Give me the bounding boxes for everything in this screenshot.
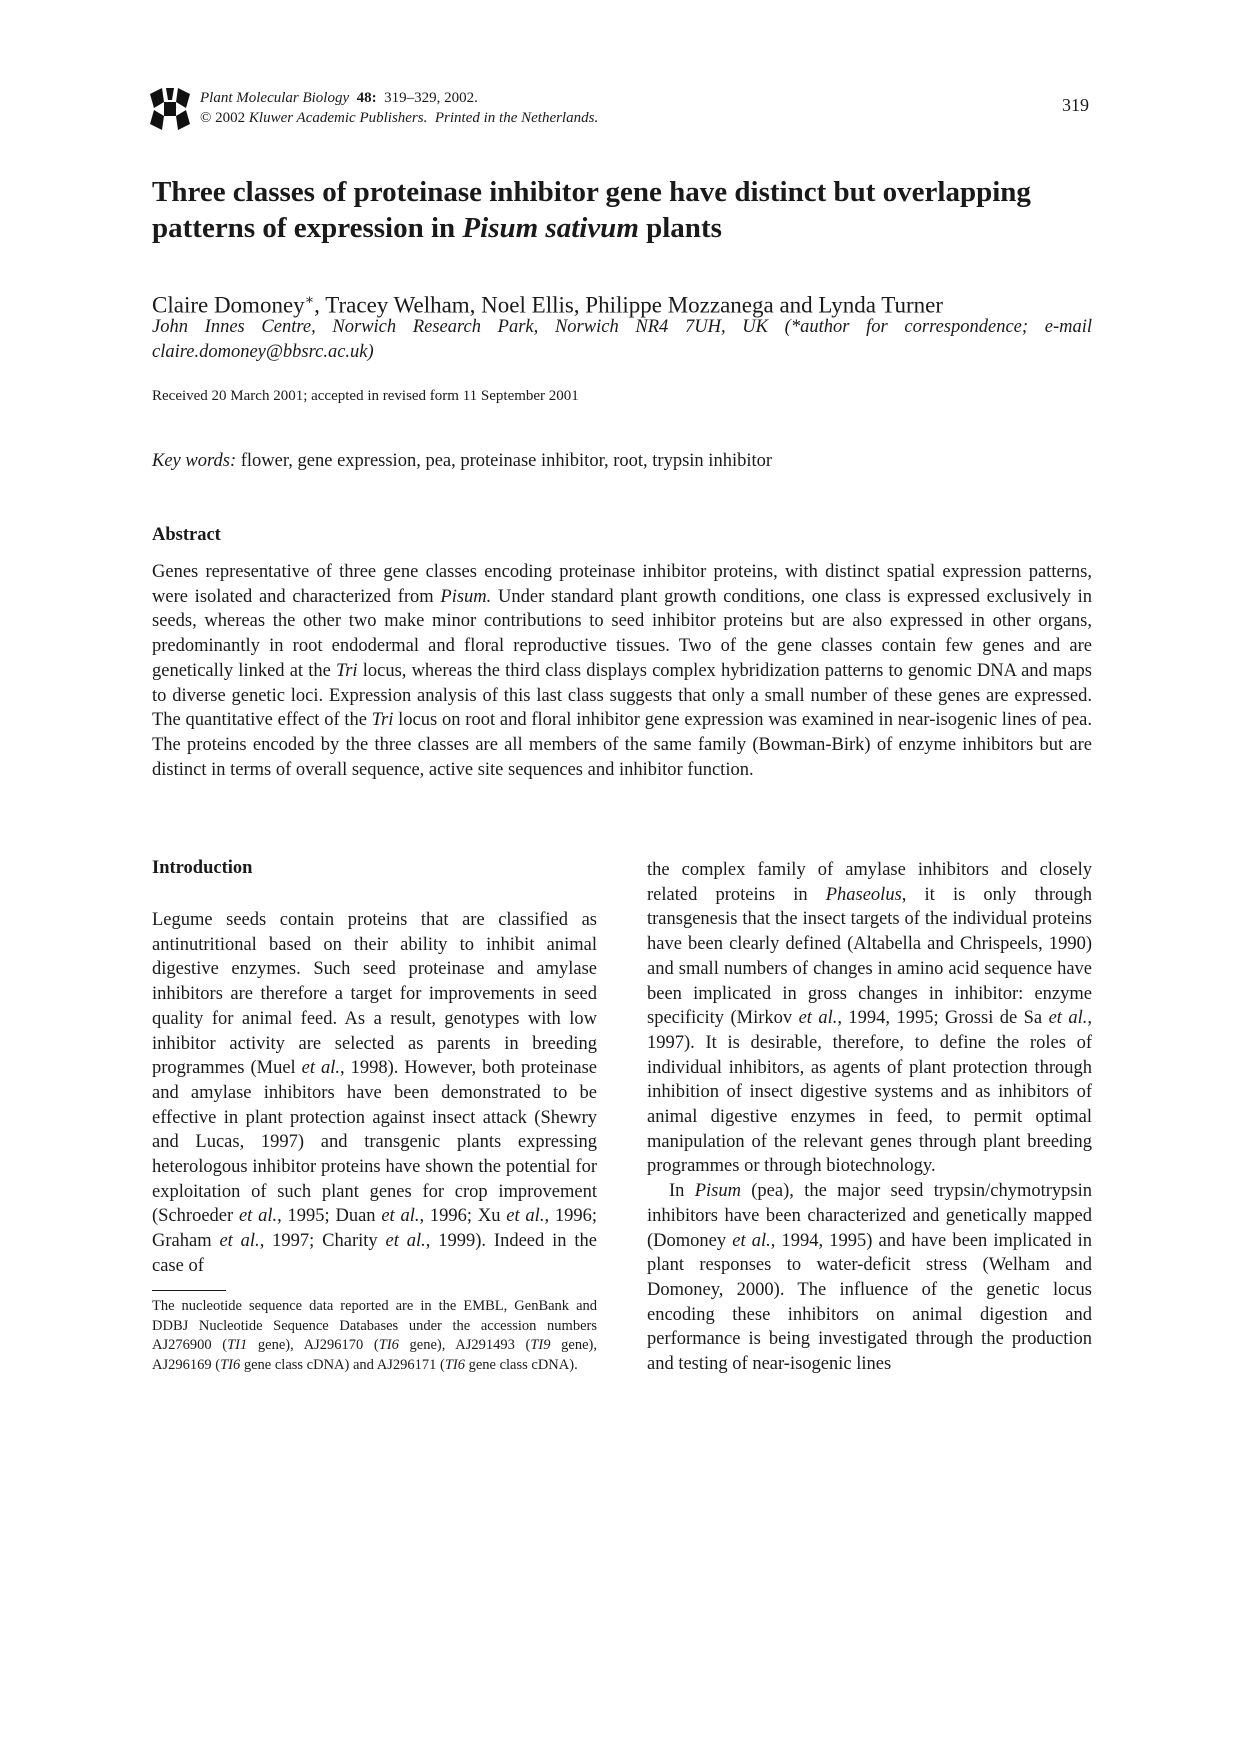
intro-text: , 1995; Duan (277, 1206, 382, 1227)
et-al: et al. (732, 1230, 771, 1251)
page-number: 319 (1062, 95, 1089, 115)
title-species: Pisum sativum (462, 212, 639, 244)
abstract-part: Genes representative of three gene classes encoding proteinase inhibitor proteins, with distinct spatial expression patterns, were isolated and characterized from (152, 562, 1092, 607)
intro-text: , it is only through transgenesis that the insect targets of the individual proteins have been clearly defined (Altabella and Chrispeels, 1990) and small numbers of changes in amino acid sequence have been implicated in gross changes in inhibitor: enzyme specificity (Mirkov (647, 884, 1092, 1029)
et-al: et al. (301, 1058, 341, 1079)
intro-text: , 1997; Charity (259, 1231, 386, 1252)
abstract-part: Under standard plant growth conditions, one class is expressed exclusively in seeds, whereas the other two make minor contributions to seed inhibitor proteins but are also expressed in other organs, predominantly in root endodermal and floral reproductive tissues. Two of the gene classes contain few genes and are genetically linked at the (152, 586, 1092, 681)
et-al: et al. (238, 1206, 278, 1227)
intro-text: , 1998). However, both proteinase and amylase inhibitors have been demonstrated to be effective in plant protection against insect attack (Shewry and Lucas, 1997) and transgenic plants expressing heterologous inhibitor proteins have shown the potential for exploitation of such plant genes for crop improvement (Schroeder (152, 1058, 597, 1227)
journal-pages: 319–329, 2002. (384, 90, 478, 106)
journal-volume: 48: (356, 90, 377, 106)
intro-paragraph-1-continued (647, 858, 1092, 1179)
received-dates: Received 20 March 2001; accepted in revised form 11 September 2001 (152, 388, 579, 404)
intro-text: , 1994, 1995) and have been implicated in plant responses to water-deficit stress (Welham and Domoney, 2000). The influence of the genetic locus encoding these inhibitors on animal digestion and performance is being investigated through the production and testing of near-isogenic lines (647, 1230, 1092, 1375)
affiliation: John Innes Centre, Norwich Research Park, Norwich NR4 7UH, UK (*author for correspondence; e-mail claire.domoney@bbsrc.ac.uk) (152, 317, 1092, 362)
gene-name: TI6 (444, 1356, 465, 1373)
et-al: et al. (219, 1231, 260, 1252)
genus-phaseolus: Phaseolus (825, 884, 902, 905)
journal-line-2 (200, 108, 598, 128)
abstract-part: locus, whereas the third class displays complex hybridization patterns to genomic DNA and maps to diverse genetic loci. Expression analysis of this last class suggests that only a small number of these genes are expressed. The quantitative effect of the (152, 660, 1092, 731)
abstract-tri-locus: Tri (371, 710, 394, 731)
introduction-heading: Introduction (152, 858, 253, 878)
footnote-rule (152, 1290, 226, 1291)
gene-name: TI1 (227, 1337, 248, 1353)
correspondence-star: ∗ (304, 293, 315, 308)
copyright-year: 2002 (215, 110, 246, 126)
intro-text: , 1996; Xu (419, 1206, 507, 1227)
gene-name: TI6 (220, 1356, 241, 1373)
footnote-text: gene), AJ296170 ( (247, 1337, 379, 1353)
et-al: et al. (381, 1206, 420, 1227)
abstract-text (152, 560, 1092, 782)
intro-text: Legume seeds contain proteins that are classified as antinutritional based on their ability to inhibit animal digestive enzymes. Such seed proteinase and amylase inhibitors are therefore a target for improvements in seed quality for animal feed. As a result, genotypes with low inhibitor activity are selected as parents in breeding programmes (Muel (152, 910, 597, 1079)
keywords-label: Key words: (152, 451, 237, 471)
et-al: et al. (798, 1008, 838, 1029)
article-title (152, 174, 1102, 246)
journal-citation (200, 88, 598, 128)
intro-text: , 1994, 1995; Grossi de Sa (837, 1008, 1049, 1029)
intro-text: (pea), the major seed trypsin/chymotrypsin inhibitors have been characterized and genetically mapped (Domoney (647, 1181, 1092, 1251)
intro-text: , 1999). Indeed in the case of (152, 1231, 597, 1276)
title-text-1: Three classes of proteinase inhibitor gene have distinct but overlapping patterns of expression in (152, 176, 1031, 244)
genus-pisum: Pisum (694, 1181, 741, 1202)
footnote-accession-numbers (152, 1297, 597, 1375)
keywords (152, 451, 772, 472)
abstract-part: locus on root and floral inhibitor gene expression was examined in near-isogenic lines of pea. The proteins encoded by the three classes are all members of the same family (Bowman-Birk) of enzyme inhibitors but are distinct in terms of overall sequence, active site sequences and inhibitor function. (152, 710, 1092, 780)
intro-text: the complex family of amylase inhibitors and closely related proteins in (647, 860, 1092, 905)
journal-name: Plant Molecular Biology (200, 90, 350, 106)
intro-paragraph-1 (152, 908, 597, 1279)
introduction-right-column (647, 858, 1092, 1377)
keywords-text: flower, gene expression, pea, proteinase inhibitor, root, trypsin inhibitor (236, 451, 773, 471)
author-first: Claire Domoney (152, 292, 305, 318)
copyright-symbol: © (200, 110, 212, 126)
footnote-text: The nucleotide sequence data reported are in the EMBL, GenBank and DDBJ Nucleotide Sequence Databases under the accession numbers AJ276900 ( (152, 1298, 597, 1353)
footnote-text: gene), AJ291493 ( (398, 1337, 531, 1353)
abstract-heading: Abstract (152, 525, 221, 545)
journal-line-1 (200, 88, 598, 108)
footnote-text: gene), AJ296169 ( (152, 1337, 598, 1373)
intro-text: , 1996; Graham (152, 1206, 598, 1252)
publisher: Kluwer Academic Publishers. (248, 110, 428, 126)
et-al: et al. (506, 1206, 545, 1227)
abstract-species: Pisum. (440, 586, 492, 607)
introduction-left-column (152, 908, 597, 1279)
intro-text: In (669, 1181, 695, 1202)
footnote-text: gene class cDNA) and AJ296171 ( (240, 1356, 445, 1373)
gene-name: TI6 (378, 1337, 399, 1353)
intro-text: , 1997). It is desirable, therefore, to define the roles of individual inhibitors, as agents of plant protection through inhibition of insect digestive systems and as inhibitors of animal digestive enzymes in feed, to permit optimal manipulation of the relevant genes through plant breeding programmes or through biotechnology. (647, 1008, 1092, 1177)
et-al: et al. (1048, 1008, 1088, 1029)
intro-paragraph-2 (647, 1179, 1092, 1377)
footnote-text: gene class cDNA). (464, 1356, 578, 1373)
kluwer-logo-icon (150, 88, 190, 130)
abstract-tri-locus: Tri (335, 660, 358, 681)
printed-location: Printed in the Netherlands. (434, 110, 599, 126)
author-rest: , Tracey Welham, Noel Ellis, Philippe Mozzanega and Lynda Turner (314, 292, 944, 318)
gene-name: TI9 (530, 1337, 551, 1353)
title-text-2: plants (638, 212, 722, 244)
et-al: et al. (385, 1231, 426, 1252)
